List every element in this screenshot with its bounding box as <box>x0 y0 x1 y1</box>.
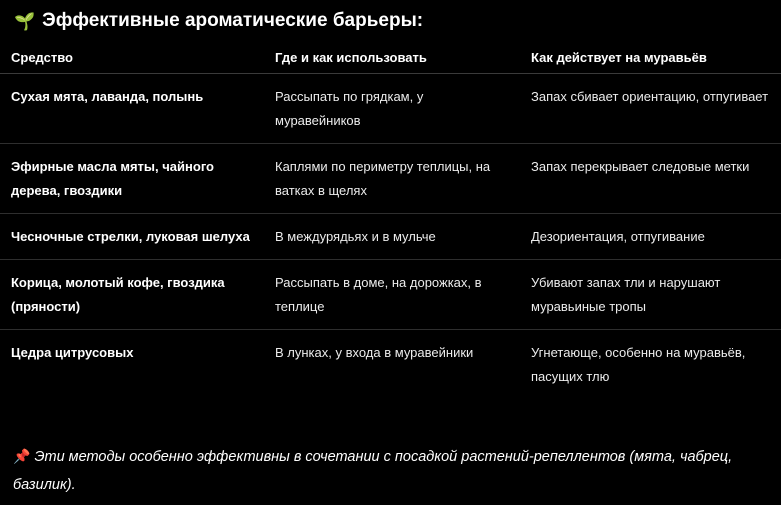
pushpin-icon: 📌 <box>13 448 31 464</box>
remedy-cell: Чесночные стрелки, луковая шелуха <box>0 214 264 260</box>
heading-title: Эффективные ароматические барьеры: <box>42 10 424 31</box>
effect-cell: Убивают запах тли и нарушают муравьиные тропы <box>520 260 781 330</box>
remedy-cell: Цедра цитрусовых <box>11 345 134 360</box>
remedy-cell: Сухая мята, лаванда, полынь <box>0 74 264 144</box>
table-row <box>0 260 781 330</box>
table-row <box>0 74 781 144</box>
seedling-icon: 🌱 <box>14 11 36 31</box>
column-header-effect: Как действует на муравьёв <box>520 42 781 74</box>
table-row <box>0 214 781 260</box>
remedy-cell: Эфирные масла мяты, чайного дерева, гвоздики <box>0 144 264 214</box>
note-text: Эти методы особенно эффективны в сочетании с посадкой растений-репеллентов (мята, чабрец, базилик). <box>13 449 733 493</box>
usage-cell: Рассыпать в доме, на дорожках, в теплице <box>264 260 520 330</box>
effect-cell: Запах сбивает ориентацию, отпугивает <box>520 74 781 144</box>
usage-cell: Рассыпать по грядкам, у муравейников <box>264 74 520 144</box>
effect-cell: Запах перекрывает следовые метки <box>520 144 781 214</box>
column-header-remedy: Средство <box>0 42 264 74</box>
usage-cell: Каплями по периметру теплицы, на ватках в щелях <box>264 144 520 214</box>
aromatic-barriers-table <box>0 42 781 399</box>
tip-note <box>13 442 763 499</box>
effect-cell: Дезориентация, отпугивание <box>520 214 781 260</box>
usage-cell: В междурядьях и в мульче <box>264 214 520 260</box>
table-row <box>0 144 781 214</box>
column-header-usage: Где и как использовать <box>264 42 520 74</box>
effect-cell: Угнетающе, особенно на муравьёв, пасущих тлю <box>531 345 746 384</box>
table-row <box>0 330 781 400</box>
table-header-row <box>0 42 781 74</box>
section-heading <box>14 8 423 34</box>
usage-cell: В лунках, у входа в муравейники <box>275 345 474 360</box>
remedy-cell: Корица, молотый кофе, гвоздика (пряности) <box>0 260 264 330</box>
